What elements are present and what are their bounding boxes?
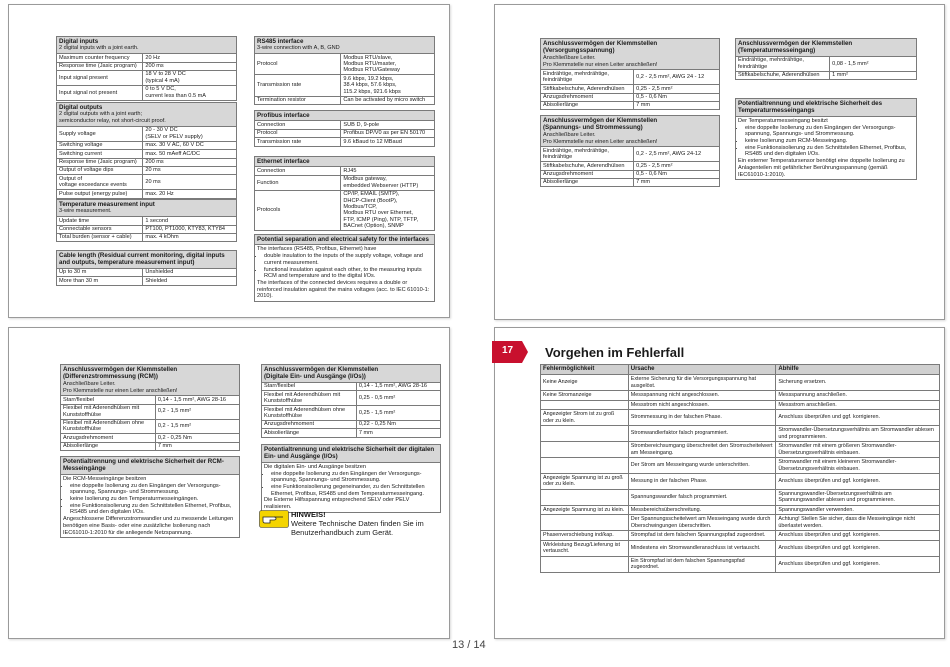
ethernet-block <box>254 156 435 231</box>
spec-row <box>57 233 237 241</box>
spec-row <box>57 190 237 198</box>
rcm-separation-title: Potentialtrennung und elektrische Sicherheit der RCM-Messeingänge <box>63 458 224 473</box>
spec-row <box>541 147 720 162</box>
block-outro: Ein externer Temperatursensor benötigt eine doppelte Isolierung zu Anlagenteilen mit gefährlicher Berührungsspannung (gemäß IEC61010-1:2010). <box>738 158 905 178</box>
remedy-cell: Spannungswandler verwenden. <box>776 505 940 514</box>
spec-value: 7 mm <box>155 442 239 450</box>
spec-row <box>57 54 237 62</box>
spec-row <box>262 382 441 390</box>
profibus-block <box>254 110 435 147</box>
bullet-item: • keine Isolierung zu den Temperaturmesseingängen. <box>70 496 237 503</box>
fault-cell: Phasenverschiebung ind/kap. <box>541 531 629 540</box>
spec-row <box>57 166 237 174</box>
spec-label: Output of voltage exceedance events <box>57 175 143 190</box>
io-separation-block <box>261 444 441 513</box>
block-intro: The interfaces (RS485, Profibus, Ethernet) have <box>257 246 377 253</box>
spec-value: RJ45 <box>341 167 435 175</box>
page-top-left <box>8 4 450 318</box>
spec-label: Output of voltage dips <box>57 166 143 174</box>
troubleshooting-row <box>541 410 940 426</box>
spec-value: Can be activated by micro switch <box>341 96 435 104</box>
spec-value: Shielded <box>143 277 237 285</box>
spec-value: 20 Hz <box>143 54 237 62</box>
spec-row <box>57 70 237 85</box>
spec-value: 0,25 - 0,5 mm² <box>356 391 440 406</box>
spec-row <box>541 101 720 109</box>
rcm-terminal-block <box>60 364 240 451</box>
spec-value: 9.6 kBaud to 12 MBaud <box>341 138 435 146</box>
fault-cell <box>541 556 629 572</box>
spec-label: Up to 30 m <box>57 268 143 276</box>
spec-label: Supply voltage <box>57 126 143 141</box>
digital-inputs-block <box>56 36 237 101</box>
cable-table <box>56 268 237 286</box>
block-intro: Die digitalen Ein- und Ausgänge besitzen <box>264 463 367 470</box>
spec-value: 1 second <box>143 217 237 225</box>
spec-value: 200 ms <box>143 158 237 166</box>
cause-cell: Der Spannungsscheitelwert am Messeingang wurde durch Oberschwingungen überschritten. <box>628 515 776 531</box>
spec-row <box>57 62 237 70</box>
fault-cell <box>541 442 629 458</box>
remedy-cell: Spannungswandler-Übersetzungsverhältnis am Spannungswandler ablesen und programmieren. <box>776 489 940 505</box>
fault-cell <box>541 458 629 474</box>
remedy-cell: Stromwandler mit einem kleineren Stromwandler-Übersetzungsverhältnis einbauen. <box>776 458 940 474</box>
hint-text: Weitere Technische Daten finden Sie im Benutzerhandbuch zum Gerät. <box>291 519 424 537</box>
digital-inputs-title: Digital inputs <box>59 38 99 45</box>
io-terminal-table <box>261 382 441 438</box>
cause-cell: Messspannung nicht angeschlossen. <box>628 391 776 400</box>
rs485-title: RS485 interface <box>257 38 304 45</box>
spec-label: Stiftkabelschuhe, Aderendhülsen <box>541 85 634 93</box>
spec-row <box>541 178 720 186</box>
troubleshooting-row <box>541 400 940 409</box>
spec-value: 9.6 kbps, 19.2 kbps, 38.4 kbps, 57.6 kbps, 115.2 kbps, 921.6 kbps <box>341 75 435 96</box>
spec-value: Modbus gateway, embedded Webserver (HTTP) <box>341 175 435 190</box>
spec-value: CP/IP, EMAIL (SMTP), DHCP-Client (BootP), Modbus/TCP, Modbus RTU over Ethernet, FTP, ICMP (Ping), NTP, TFTP, BACnet (Option), SNMP <box>341 190 435 231</box>
remedy-cell: Anschluss überprüfen und ggf. korrigieren. <box>776 474 940 490</box>
remedy-cell: Messstrom anschließen. <box>776 400 940 409</box>
spec-row <box>255 167 435 175</box>
troubleshooting-row <box>541 375 940 391</box>
spec-label: Protocols <box>255 190 341 231</box>
spec-row <box>255 129 435 137</box>
spec-row <box>61 434 240 442</box>
spec-value: 0,25 - 2,5 mm² <box>634 85 720 93</box>
spec-value: 7 mm <box>634 178 720 186</box>
spec-row <box>736 71 917 79</box>
troubleshooting-row <box>541 391 940 400</box>
spec-label: Starr/flexibel <box>262 382 357 390</box>
header-ursache: Ursache <box>628 365 776 375</box>
bullet-list <box>63 483 237 517</box>
spec-label: Input signal not present <box>57 85 143 100</box>
troubleshooting-row <box>541 489 940 505</box>
spec-value: 200 ms <box>143 62 237 70</box>
spec-value: max. 4 kOhm <box>143 233 237 241</box>
fault-cell: Keine Anzeige <box>541 375 629 391</box>
fault-cell <box>541 400 629 409</box>
spec-label: Abisolierlänge <box>541 178 634 186</box>
supply-terminal-sub: Anschließbare Leiter. Pro Klemmstelle nur einen Leiter anschließen! <box>543 54 658 68</box>
troubleshooting-row <box>541 442 940 458</box>
hint-title: HINWEIS! <box>291 510 326 519</box>
remedy-cell: Stromwandler mit einem größeren Stromwandler-Übersetzungsverhältnis einbauen. <box>776 442 940 458</box>
spec-label: Flexibel mit Aderendhülsen mit Kunststoffhülse <box>262 391 357 406</box>
measure-terminal-table <box>540 146 720 187</box>
spec-value: 0,2 - 2,5 mm², AWG 24 - 12 <box>634 70 720 85</box>
fault-cell <box>541 489 629 505</box>
rcm-terminal-title: Anschlussvermögen der Klemmstellen (Differenzstrommessung (RCM)) <box>63 366 178 381</box>
rcm-terminal-table <box>60 395 240 451</box>
hint-box <box>291 510 466 537</box>
remedy-cell: Messspannung anschließen. <box>776 391 940 400</box>
spec-value: 20 - 30 V DC (SELV or PELV supply) <box>143 126 237 141</box>
spec-row <box>541 70 720 85</box>
remedy-cell: Anschluss überprüfen und ggf. korrigieren. <box>776 531 940 540</box>
digital-inputs-table <box>56 53 237 101</box>
remedy-cell: Sicherung ersetzen. <box>776 375 940 391</box>
io-separation-text <box>261 462 441 513</box>
fault-cell: Keine Stromanzeige <box>541 391 629 400</box>
spec-label: Connectable sensors <box>57 225 143 233</box>
cause-cell: Strommessung in der falschen Phase. <box>628 410 776 426</box>
spec-label: Function <box>255 175 341 190</box>
digital-outputs-title: Digital outputs <box>59 104 103 111</box>
spec-row <box>255 121 435 129</box>
spec-label: Flexibel mit Aderendhülsen ohne Kunststoffhülse <box>61 419 156 434</box>
spec-label: Pulse output (energy pulse) <box>57 190 143 198</box>
spec-value: 0,22 - 0,25 Nm <box>356 420 440 428</box>
block-intro: Der Temperaturmesseingang besitzt <box>738 117 828 124</box>
rcm-separation-text <box>60 474 240 538</box>
rs485-block <box>254 36 435 105</box>
temperature-title: Temperature measurement input <box>59 201 155 208</box>
spec-value: max. 30 V AC, 60 V DC <box>143 141 237 149</box>
spec-value: 1 mm² <box>830 71 917 79</box>
spec-label: Starr/flexibel <box>61 396 156 404</box>
fault-cell: Angezeigte Spannung ist zu groß oder zu klein. <box>541 474 629 490</box>
block-outro: The interfaces of the connected devices requires a double or reinforced insulation against the mains voltages (acc. to IEC 61010-1: 2010). <box>257 279 430 300</box>
bullet-item: • functional insulation against each other, to the measuring inputs RCM and temperature and to the digital I/Os. <box>264 267 432 280</box>
troubleshooting-row <box>541 515 940 531</box>
spec-row <box>61 419 240 434</box>
spec-value: Modbus RTU/slave, Modbus RTU/master, Modbus RTU/Gateway <box>341 54 435 75</box>
spec-label: Anzugsdrehmoment <box>262 420 357 428</box>
rcm-separation-block <box>60 456 240 538</box>
separation-text <box>254 244 435 302</box>
pointing-hand-icon <box>259 510 289 528</box>
troubleshooting-row <box>541 426 940 442</box>
digital-inputs-subtitle: 2 digital inputs with a joint earth. <box>59 45 139 52</box>
spec-value: 0,14 - 1,5 mm², AWG 28-16 <box>155 396 239 404</box>
ethernet-table <box>254 166 435 231</box>
spec-value: 0,5 - 0,6 Nm <box>634 170 720 178</box>
spec-value: max. 50 mAeff AC/DC <box>143 150 237 158</box>
io-separation-title: Potentialtrennung und elektrische Sicherheit der digitalen Ein- und Ausgänge (I/Os) <box>264 446 435 461</box>
temp-terminal-title: Anschlussvermögen der Klemmstellen (Temperaturmesseingang) <box>738 40 853 55</box>
spec-value: 7 mm <box>356 429 440 437</box>
fault-cell: Wirkleistung Bezug/Lieferung ist vertauscht. <box>541 540 629 556</box>
spec-label: Eindrähtige, mehrdrähtige, feindrähtige <box>541 147 634 162</box>
spec-label: Total burden (sensor + cable) <box>57 233 143 241</box>
bullet-item: • eine Funktionsisolierung zu den Schnittstellen Ethernet, Profibus, RS485 und den digitalen I/Os. <box>70 503 237 516</box>
spec-row <box>57 175 237 190</box>
spec-label: Abisolierlänge <box>262 429 357 437</box>
bullet-item: • double insulation to the inputs of the supply voltage, voltage and current measurement. <box>264 253 432 266</box>
chapter-number: 17 <box>502 345 514 356</box>
bullet-item: • eine Funktionsisolierung gegeneinander, zu den Schnittstellen Ethernet, Profibus, RS485 und dem Temperaturmesseingang. <box>271 484 438 497</box>
troubleshooting-row <box>541 540 940 556</box>
temp-terminal-block <box>735 38 917 80</box>
spec-label: Maximum counter frequency <box>57 54 143 62</box>
bullet-item: • eine Funktionsisolierung zu den Schnittstellen Ethernet, Profibus, RS485 und den digitalen I/Os. <box>745 145 914 158</box>
temp-separation-text <box>735 116 917 180</box>
bullet-item: • keine Isolierung zum RCM-Messeingang. <box>745 138 914 145</box>
spec-label: Termination resistor <box>255 96 341 104</box>
cause-cell: Der Strom am Messeingang wurde unterschritten. <box>628 458 776 474</box>
remedy-cell: Anschluss überprüfen und ggf. korrigieren. <box>776 556 940 572</box>
spec-row <box>255 175 435 190</box>
spec-value: 0,2 - 1,5 mm² <box>155 419 239 434</box>
spec-value: 0,25 - 1,5 mm² <box>356 406 440 421</box>
spec-row <box>57 217 237 225</box>
fault-cell <box>541 426 629 442</box>
spec-row <box>57 268 237 276</box>
spec-row <box>541 162 720 170</box>
block-outro: Angeschlossene Differenzstromwandler und zu messende Leitungen benötigen eine Basis- oder eine zusätzliche Isolierung nach IEC61010-1:2010 für die anliegende Netzspannung. <box>63 516 234 536</box>
remedy-cell: Stromwandler-Übersetzungsverhältnis am Stromwandler ablesen und programmieren. <box>776 426 940 442</box>
spec-value: PT100, PT1000, KTY83, KTY84 <box>143 225 237 233</box>
cause-cell: Ein Strompfad ist dem falschen Spannungspfad zugeordnet. <box>628 556 776 572</box>
cause-cell: Spannungswandler falsch programmiert. <box>628 489 776 505</box>
bullet-list <box>738 125 914 159</box>
spec-value: 0,2 - 0,25 Nm <box>155 434 239 442</box>
page-top-right <box>494 4 945 320</box>
digital-outputs-table <box>56 126 237 199</box>
supply-terminal-table <box>540 69 720 110</box>
page-number: 13 / 14 <box>452 639 486 651</box>
spec-row <box>61 396 240 404</box>
spec-label: Switching current <box>57 150 143 158</box>
troubleshooting-table <box>540 364 940 573</box>
rcm-terminal-sub: Anschließbare Leiter. Pro Klemmstelle nur einen Leiter anschließen! <box>63 380 178 394</box>
fault-cell: Angezeigter Strom ist zu groß oder zu klein. <box>541 410 629 426</box>
spec-row <box>57 126 237 141</box>
spec-label: Stiftkabelschuhe, Aderendhülsen <box>736 71 830 79</box>
spec-label: Connection <box>255 167 341 175</box>
ethernet-title: Ethernet interface <box>257 158 310 165</box>
spec-row <box>57 277 237 285</box>
spec-label: Anzugsdrehmoment <box>541 170 634 178</box>
troubleshooting-row <box>541 556 940 572</box>
spec-row <box>255 96 435 104</box>
fault-cell: Angezeigte Spannung ist zu klein. <box>541 505 629 514</box>
header-abhilfe: Abhilfe <box>776 365 940 375</box>
spec-label: Update time <box>57 217 143 225</box>
cause-cell: Strombereichsumgang überschreitet den Stromscheitelwert am Messeingang. <box>628 442 776 458</box>
spec-row <box>262 391 441 406</box>
spec-row <box>57 225 237 233</box>
spec-value: 20 ms <box>143 166 237 174</box>
temp-terminal-table <box>735 56 917 80</box>
spec-value: 0 to 5 V DC, current less than 0.5 mA <box>143 85 237 100</box>
spec-row <box>736 56 917 71</box>
spec-value: SUB D, 9-pole <box>341 121 435 129</box>
spec-row <box>61 442 240 450</box>
troubleshooting-row <box>541 458 940 474</box>
spec-row <box>262 429 441 437</box>
troubleshooting-block <box>540 364 940 573</box>
temperature-block <box>56 199 237 242</box>
rs485-table <box>254 53 435 105</box>
block-outro: Die Externe Hilfsspannung entsprechend SELV oder PELV realisieren. <box>264 497 410 511</box>
spec-value: 0,5 - 0,6 Nm <box>634 93 720 101</box>
spec-value: max. 20 Hz <box>143 190 237 198</box>
spec-value: Unshielded <box>143 268 237 276</box>
spec-label: Transmission rate <box>255 75 341 96</box>
spec-value: 0,2 - 1,5 mm² <box>155 404 239 419</box>
supply-terminal-title: Anschlussvermögen der Klemmstellen (Versorgungsspannung) <box>543 40 658 55</box>
spec-row <box>255 54 435 75</box>
spec-label: Flexibel mit Aderendhülsen ohne Kunststoffhülse <box>262 406 357 421</box>
remedy-cell: Achtung! Stellen Sie sicher, dass die Messeingänge nicht überlastet werden. <box>776 515 940 531</box>
troubleshooting-row <box>541 505 940 514</box>
spec-value: 7 mm <box>634 101 720 109</box>
spec-label: Eindrähtige, mehrdrähtige, feindrähtige <box>541 70 634 85</box>
chapter-title: Vorgehen im Fehlerfall <box>545 345 685 360</box>
spec-label: Transmission rate <box>255 138 341 146</box>
cause-cell: Messstrom nicht angeschlossen. <box>628 400 776 409</box>
temperature-subtitle: 3-wire measurement. <box>59 208 112 215</box>
cause-cell: Messbereichsüberschreitung. <box>628 505 776 514</box>
spec-label: Anzugsdrehmoment <box>541 93 634 101</box>
remedy-cell: Anschluss überprüfen und ggf. korrigieren. <box>776 410 940 426</box>
profibus-table <box>254 120 435 146</box>
spec-label: Stiftkabelschuhe, Aderendhülsen <box>541 162 634 170</box>
spec-value: 0,25 - 2,5 mm² <box>634 162 720 170</box>
spec-value: 20 ms <box>143 175 237 190</box>
header-fehler: Fehlermöglichkeit <box>541 365 629 375</box>
spec-label: Protocol <box>255 54 341 75</box>
spec-label: Response time (Jasic program) <box>57 158 143 166</box>
temp-separation-block <box>735 98 917 180</box>
spec-row <box>262 420 441 428</box>
measure-terminal-sub: Anschließbare Leiter. Pro Klemmstelle nur einen Leiter anschließen! <box>543 131 658 145</box>
cause-cell: Mindestens ein Stromwandleranschluss ist vertauscht. <box>628 540 776 556</box>
io-terminal-block <box>261 364 441 438</box>
spec-row <box>57 150 237 158</box>
spec-label: Protocol <box>255 129 341 137</box>
spec-value: 0,08 - 1,5 mm² <box>830 56 917 71</box>
spec-label: Eindrähtige, mehrdrähtige, feindrähtige <box>736 56 830 71</box>
supply-terminal-block <box>540 38 720 110</box>
separation-block <box>254 234 435 302</box>
spec-label: Anzugsdrehmoment <box>61 434 156 442</box>
temperature-table <box>56 216 237 242</box>
rs485-subtitle: 3-wire connection with A, B, GND <box>257 45 340 52</box>
spec-label: Response time (Jasic program) <box>57 62 143 70</box>
spec-row <box>255 75 435 96</box>
spec-row <box>57 85 237 100</box>
spec-label: More than 30 m <box>57 277 143 285</box>
cause-cell: Strompfad ist dem falschen Spannungspfad zugeordnet. <box>628 531 776 540</box>
spec-label: Abisolierlänge <box>61 442 156 450</box>
page-bottom-right <box>494 327 945 639</box>
bullet-list <box>264 471 438 498</box>
cable-title: Cable length (Residual current monitoring, digital inputs and outputs, temperature measurement input) <box>59 252 225 267</box>
spec-row <box>541 85 720 93</box>
troubleshooting-row <box>541 474 940 490</box>
bullet-item: • eine doppelte Isolierung zu den Eingängen der Versorgungs-spannung, Spannungs- und Strommessung. <box>745 125 914 138</box>
spec-row <box>57 141 237 149</box>
cable-block <box>56 250 237 286</box>
profibus-title: Profibus interface <box>257 112 310 119</box>
spec-row <box>541 93 720 101</box>
troubleshooting-row <box>541 531 940 540</box>
spec-row <box>61 404 240 419</box>
measure-terminal-block <box>540 115 720 187</box>
block-intro: Die RCM-Messeingänge besitzen <box>63 475 147 482</box>
spec-label: Abisolierlänge <box>541 101 634 109</box>
spec-value: 0,14 - 1,5 mm², AWG 28-16 <box>356 382 440 390</box>
fault-cell <box>541 515 629 531</box>
separation-title: Potential separation and electrical safety for the interfaces <box>257 236 429 243</box>
spec-value: 18 V to 28 V DC (typical 4 mA) <box>143 70 237 85</box>
measure-terminal-title: Anschlussvermögen der Klemmstellen (Spannungs- und Strommessung) <box>543 117 658 132</box>
digital-outputs-subtitle: 2 digital outputs with a joint earth; semiconductor relay, not short-circuit proof. <box>59 111 166 125</box>
bullet-list <box>257 253 432 280</box>
spec-label: Input signal present <box>57 70 143 85</box>
spec-value: Profibus DP/V0 as per EN 50170 <box>341 129 435 137</box>
cause-cell: Externe Sicherung für die Versorgungsspannung hat ausgelöst. <box>628 375 776 391</box>
remedy-cell: Anschluss überprüfen und ggf. korrigieren. <box>776 540 940 556</box>
spec-row <box>255 138 435 146</box>
temp-separation-title: Potentialtrennung und elektrische Sicherheit des Temperaturmesseingangs <box>738 100 883 115</box>
spec-row <box>57 158 237 166</box>
spec-row <box>541 170 720 178</box>
spec-label: Switching voltage <box>57 141 143 149</box>
digital-outputs-block <box>56 102 237 199</box>
io-terminal-title: Anschlussvermögen der Klemmstellen (Digitale Ein- und Ausgänge (I/Os)) <box>264 366 379 381</box>
spec-value: 0,2 - 2,5 mm², AWG 24-12 <box>634 147 720 162</box>
bullet-item: • eine doppelte Isolierung zu den Eingängen der Versorgungs-spannung, Spannungs- und Strommessung. <box>70 483 237 496</box>
spec-row <box>262 406 441 421</box>
spec-row <box>255 190 435 231</box>
cause-cell: Stromwandlerfaktor falsch programmiert. <box>628 426 776 442</box>
spec-label: Flexibel mit Aderendhülsen mit Kunststoffhülse <box>61 404 156 419</box>
spec-label: Connection <box>255 121 341 129</box>
cause-cell: Messung in der falschen Phase. <box>628 474 776 490</box>
page-bottom-left <box>8 327 450 639</box>
bullet-item: • eine doppelte Isolierung zu den Eingängen der Versorgungs-spannung, Spannungs- und Strommessung. <box>271 471 438 484</box>
